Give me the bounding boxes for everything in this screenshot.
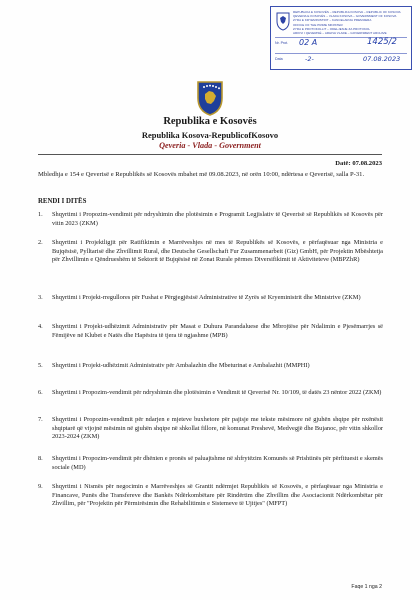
agenda-title: RENDI I DITËS	[38, 198, 87, 205]
republic-title: Republika e Kosovës	[163, 116, 257, 127]
page-number: Faqe 1 nga 2	[351, 584, 382, 590]
agenda-item-number: 6.	[38, 389, 43, 396]
stamp-nr-value: 02 A	[299, 38, 318, 47]
agenda-item-number: 1.	[38, 211, 43, 218]
agenda-item-number: 4.	[38, 323, 43, 330]
agenda-item-text: Shqyrtimi i Projekt-udhëzimit Administrativ për Masat e Duhura Parandaluese dhe Mbrojtëse për Ndalimin e Pjesëmarrjes së Fëmijëve në Klubet e Natës dhe Hapësira të tjera të ngjashme (MPB)	[52, 323, 383, 339]
agenda-item-text: Shqyrtimi i Propozim-vendimit për ndarjen e mjeteve buxhetore për pajisje me tekste mësimore në gjuhën shqipe për nxënësit shqiptarë që vijojnë mësimin në gjuhën shqipe në shkollat fillore, në komunat Preshevë, Medvegjë dhe Bujanoc, për vitin shkollor 2023-2024 (ZKM)	[52, 416, 383, 441]
registry-stamp	[270, 6, 412, 70]
agenda-item-text: Shqyrtimi i Nismës për negocimin e Marrëveshjes së Grantit ndërmjet Republikës së Kosovës, e përfaqësuar nga Ministria e Financave, Punës dhe Transfereve dhe Bankës Ndërkombëtare për Rindërtim dhe Zhvillim dhe Asociacionit Ndërkombëtar për Zhvillim, për "Projektin për Përmirësimin dhe Rehabilitimin e Sistemeve të Ujitjes" (MFPT)	[52, 483, 383, 508]
agenda-item-text: Shqyrtimi i Projekt-rregullores për Fushat e Përgjegjësisë Administrative të Zyrës së Kryeministrit dhe Ministrive (ZKM)	[52, 294, 361, 301]
stamp-line: OFFICE OF THE PRIME MINISTER	[293, 22, 343, 27]
agenda-item-text: Shqyrtimi i Propozim-vendimit për ndryshimin dhe plotësimin e Vendimit të Qeverisë Nr. 10/109, të datës 23 nëntor 2022 (ZKM)	[52, 389, 382, 396]
stamp-nr-label: Nr. Prot.	[275, 41, 289, 45]
coat-of-arms-icon	[275, 11, 291, 31]
agenda-item-number: 3.	[38, 294, 43, 301]
agenda-item-number: 8.	[38, 455, 43, 462]
stamp-pages: -2-	[305, 55, 314, 63]
agenda-item-text: Shqyrtimi i Projekt-udhëzimit Administrativ për Ambalazhin dhe Mbeturinat e Ambalazhit (MMPHI)	[52, 362, 310, 369]
stamp-line: REPUBLIKA E KOSOVËS – REPUBLIKA KOSOVA – REPUBLIC OF KOSOVA	[293, 10, 401, 14]
stamp-date-row	[275, 53, 407, 68]
stamp-header-lines	[293, 10, 408, 35]
agenda-item-number: 9.	[38, 483, 43, 490]
stamp-line: ZYRA E KRYEMINISTRIT – KANCELARIJA PREMIJERA	[293, 18, 372, 23]
stamp-line: ARKIVI I QEVERISË – ARHIVA VLADE – GOVERNMENT ARCHIVE	[293, 31, 387, 36]
stamp-line: ZYRA E PROTOKOLLIT – ODELJENJE ZA PROTOKOL	[293, 26, 371, 31]
agenda-item-number: 2.	[38, 239, 43, 246]
document-date: Datë: 07.08.2023	[335, 160, 382, 167]
agenda-item-text: Shqyrtimi i Propozim-vendimit për dhënien e pronës së paluajtshme në shfrytëzim Komunës së Prishtinës për përfituesit e skemës sociale (MD)	[52, 455, 383, 471]
stamp-line: QEVERIA E KOSOVËS – VLADA KOSOVA – GOVERNMENT OF KOSOVA	[293, 14, 397, 19]
stamp-date-value: 07.08.2023	[363, 55, 401, 63]
kosovo-coat-of-arms-icon	[196, 80, 224, 116]
stamp-case-number: 1425/2	[367, 37, 397, 47]
meeting-intro: Mbledhja e 154 e Qeverisë e Republikës së Kosovës mbahet më 09.08.2023, në orën 10:00, ndërtesa e Qeverisë, salla P-31.	[38, 171, 365, 178]
stamp-date-label: Data	[275, 57, 283, 61]
stamp-number-row	[275, 37, 407, 52]
header-divider	[38, 154, 382, 155]
government-tagline: Qeveria - Vlada - Government	[159, 141, 261, 150]
agenda-item-text: Shqyrtimi i Propozim-vendimit për ndryshimin dhe plotësimin e Programit Legjislativ të Qeverisë së Republikës së Kosovës për vitin 2023 (ZKM)	[52, 211, 383, 227]
agenda-item-number: 7.	[38, 416, 43, 423]
agenda-item-number: 5.	[38, 362, 43, 369]
agenda-item-text: Shqyrtimi i Projektligjit për Ratifikimin e Marrëveshjes në mes të Republikës së Kosovës, e përfaqësuar nga Ministria e Bujqësisë, Pylltarisë dhe Zhvillimit Rural, dhe Deutsche Gesellschaft Fur Zusammenarbeit (Giz) GmbH, për Projektin Mbështetja për Zhvillimin e Qëndrueshëm të Sektorit të Bujqësisë në Zonat Rurale përmes Diversifikimit të Aktiviteteve (MBPZhR)	[52, 239, 383, 264]
republic-subtitle: Republika Kosova-RepublicofKosovo	[141, 130, 279, 140]
